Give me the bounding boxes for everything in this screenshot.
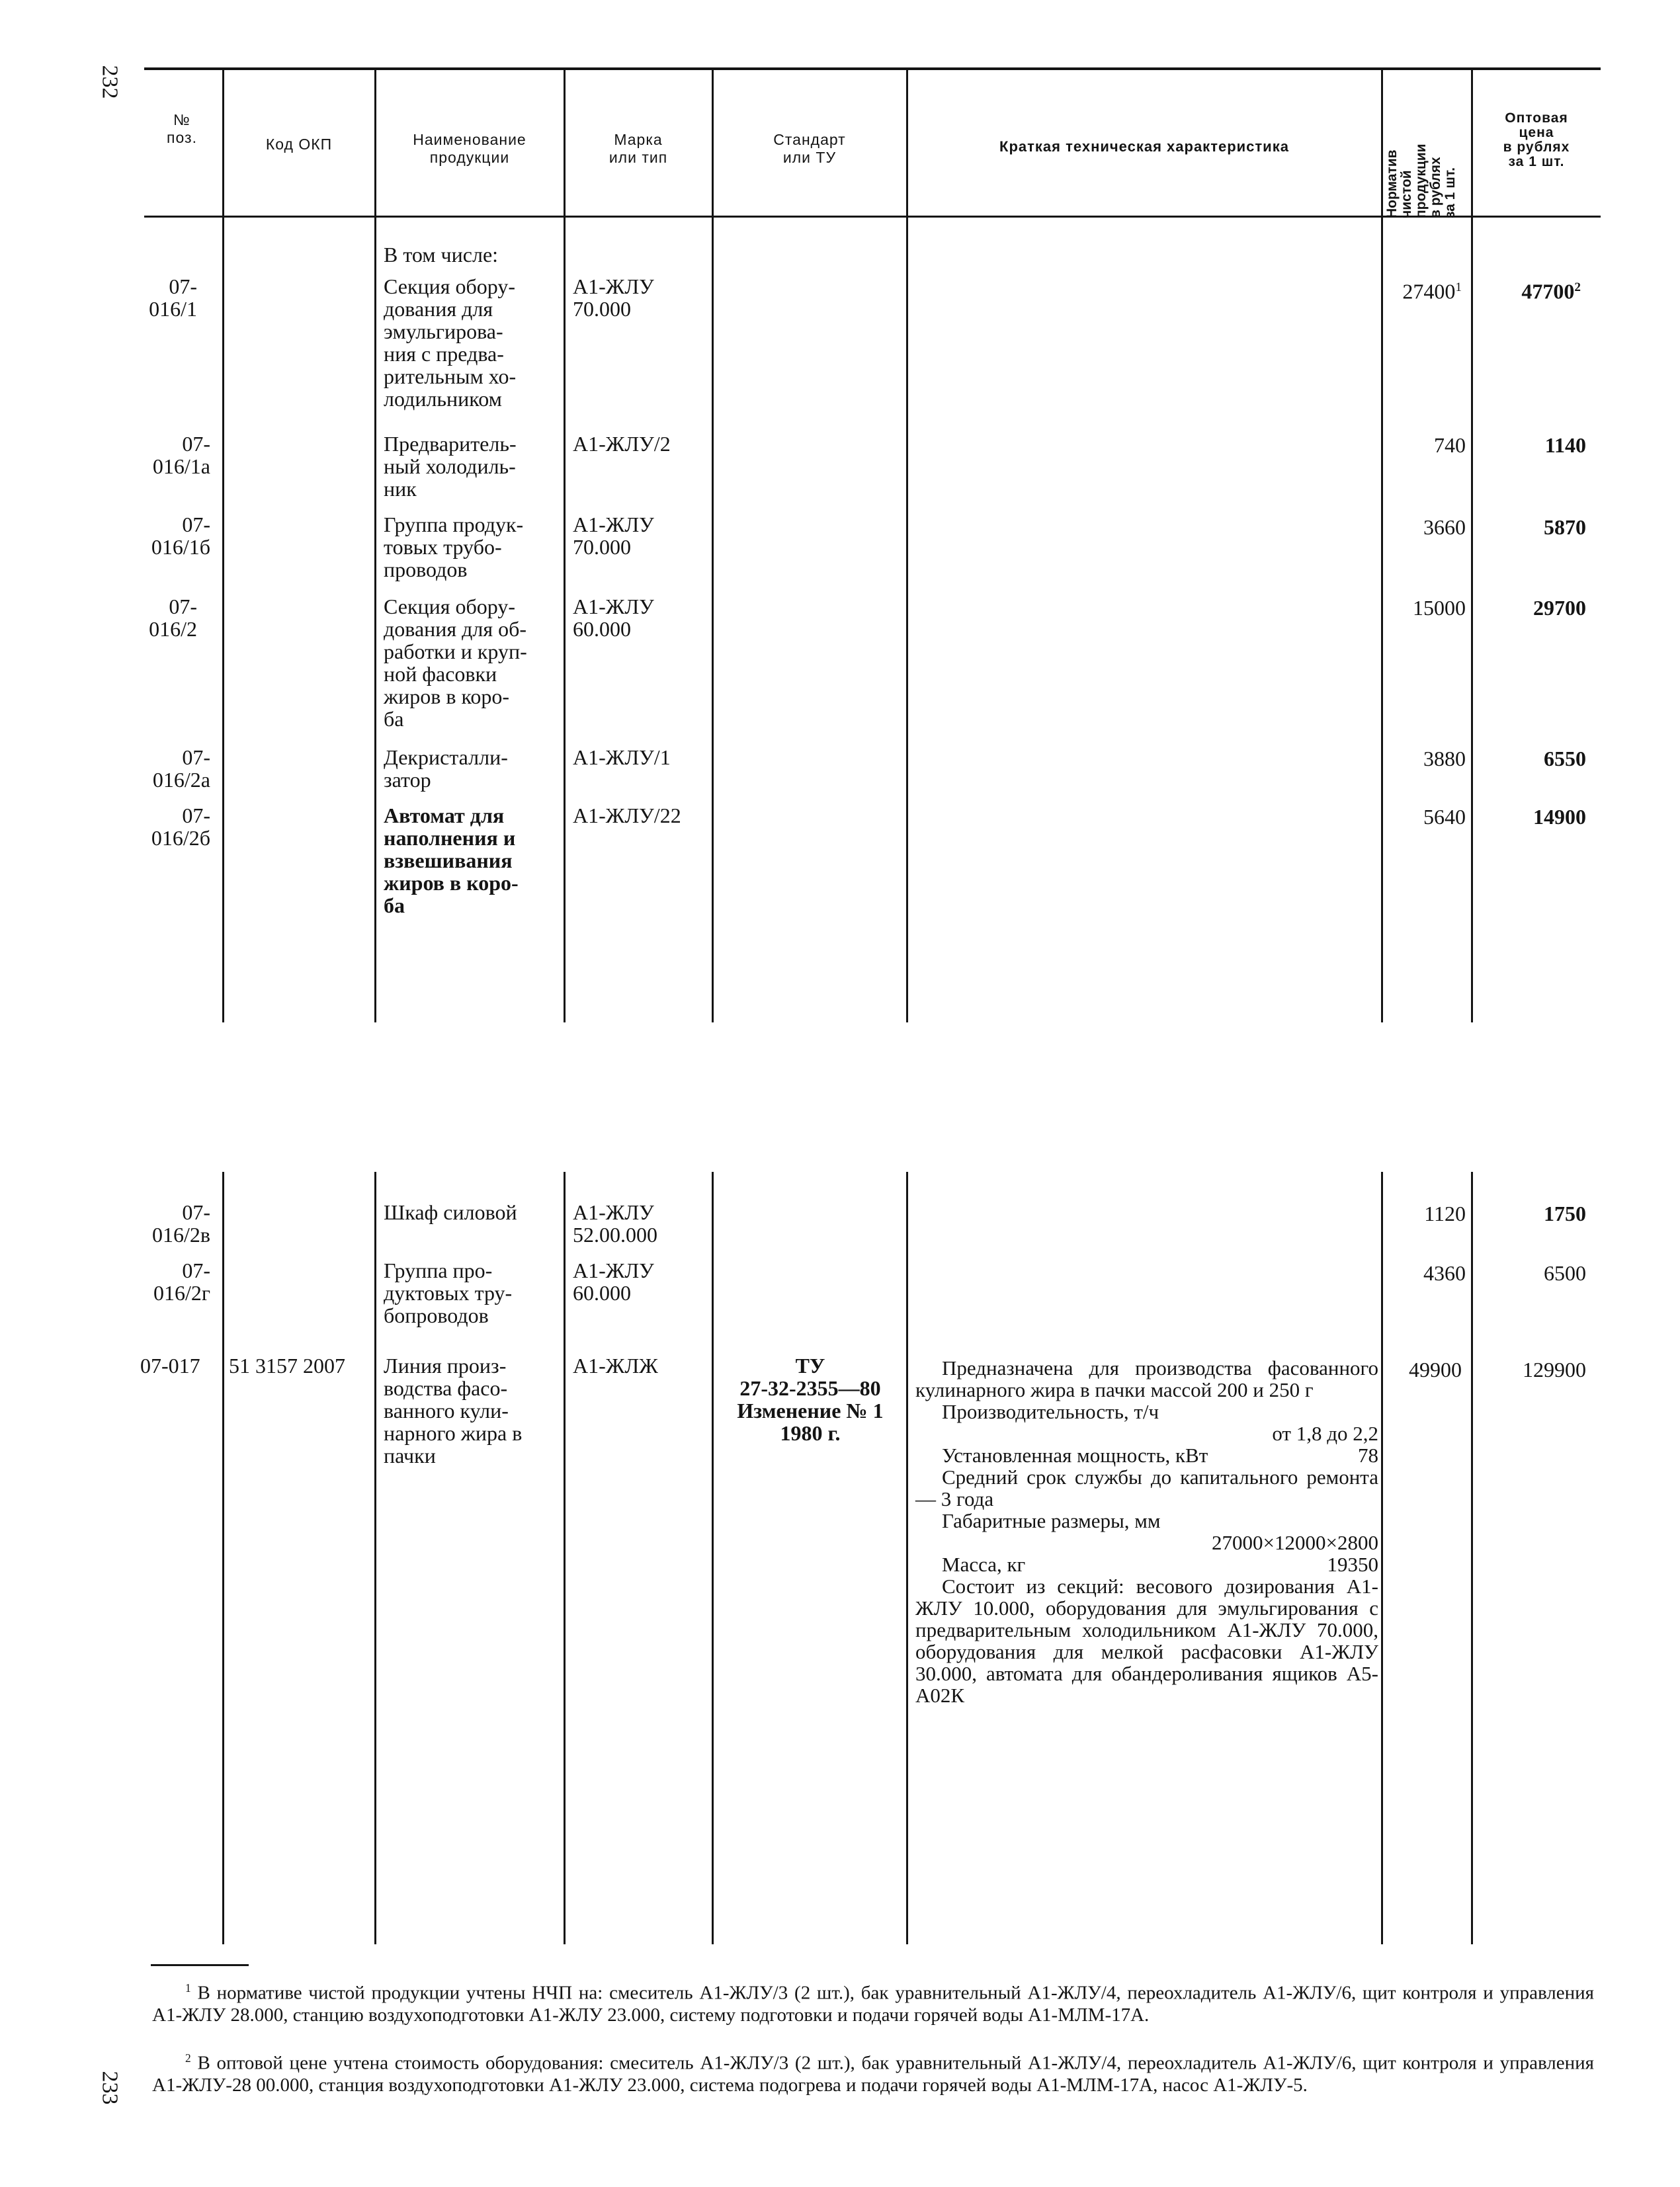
page-number-bottom: 233 [97, 2071, 122, 2105]
row-std: ТУ 27-32-2355—80 Изменение № 1 1980 г. [737, 1354, 884, 1445]
row-price: 14900 [1533, 805, 1586, 829]
row-mark: А1-ЖЛЖ [573, 1354, 658, 1378]
row-price: 5870 [1544, 515, 1586, 539]
row-norm: 15000 [1413, 596, 1466, 620]
header-std: Стандарт или ТУ [773, 131, 846, 166]
row-mark: А1-ЖЛУ/22 [573, 804, 681, 827]
row-norm: 4360 [1423, 1261, 1466, 1285]
row-norm: 3880 [1423, 747, 1466, 770]
row-pos: 07- 016/2 [149, 595, 197, 641]
row-okp: 51 3157 2007 [229, 1354, 345, 1378]
desc-productivity-value: от 1,8 до 2,2 [1272, 1422, 1378, 1445]
header-desc: Краткая техническая характеристика [999, 138, 1289, 155]
header-name: Наименование продукции [413, 131, 526, 166]
row-name: Линия произ- водства фасо- ванного кули- нарного жира в пачки [384, 1354, 523, 1467]
row-name: Группа продук- товых трубо- проводов [384, 513, 524, 581]
row-price: 29700 [1533, 596, 1586, 620]
row-pos: 07- 016/2в [152, 1200, 210, 1247]
row-price: 1140 [1544, 433, 1586, 457]
footnote-rule [151, 1964, 249, 1966]
row-norm: 1120 [1424, 1202, 1466, 1225]
row-price: 129900 [1523, 1358, 1586, 1382]
desc-mass: Масса, кг 19350 [942, 1553, 1378, 1576]
desc-service: Средний срок службы до капитального ремонта — 3 года [915, 1465, 1378, 1510]
row-norm: 27400$^1$ [1402, 279, 1462, 304]
header-mark: Марка или тип [609, 131, 668, 166]
row-pos: 07- 016/1а [152, 432, 210, 478]
row-mark: А1-ЖЛУ/1 [573, 745, 671, 769]
row-mark: А1-ЖЛУ 60.000 [573, 1259, 654, 1305]
row-price: 6500 [1544, 1261, 1586, 1285]
row-norm: 740 [1434, 433, 1466, 457]
footnote-1: $^1$ В нормативе чистой продукции учтены НЧП на: смеситель А1-ЖЛУ/3 (2 шт.), бак уравнительный А1-ЖЛУ/4, переохладитель А1-ЖЛУ/6, щит контроля и управления А1-ЖЛУ 28.000, станцию воздухоподготовки А1-ЖЛУ 23.000, систему подготовки и подачи горячей воды А1-МЛМ-17А. [152, 1981, 1594, 2026]
row-pos: 07-017 [140, 1354, 200, 1378]
row-pos: 07- 016/1б [151, 513, 210, 559]
row-norm: 5640 [1423, 805, 1466, 829]
row-norm: 49900 [1409, 1358, 1462, 1382]
row-price: 1750 [1544, 1202, 1586, 1225]
row-desc [915, 1357, 1378, 1706]
desc-dims-label: Габаритные размеры, мм [942, 1509, 1161, 1532]
row-norm: 3660 [1423, 515, 1466, 539]
row-name: Секция обору- дования для эмульгирова- ния с предва- рительным хо- лодильником [384, 274, 517, 411]
row-name: Группа про- дуктовых тру- бопроводов [384, 1259, 513, 1327]
row-name: Секция обору- дования для об- работки и круп- ной фасовки жиров в коро- ба [384, 595, 527, 731]
desc-composition: Состоит из секций: весового дозирования А1-ЖЛУ 10.000, оборудования для эмульгирования с предварительным холодильником А1-ЖЛУ 70.000, оборудования для мелкой расфасовки А1-ЖЛУ 30.000, автомата для обандероливания ящиков А5-А02К [915, 1575, 1378, 1707]
row-mark: А1-ЖЛУ 70.000 [573, 274, 654, 321]
row-mark: А1-ЖЛУ 70.000 [573, 513, 654, 559]
row-mark: А1-ЖЛУ 52.00.000 [573, 1200, 657, 1247]
row-mark: А1-ЖЛУ 60.000 [573, 595, 654, 641]
footnote-2: $^2$ В оптовой цене учтена стоимость оборудования: смеситель А1-ЖЛУ/3 (2 шт.), бак уравнительный А1-ЖЛУ/4, переохладитель А1-ЖЛУ/6, щит контроля и управления А1-ЖЛУ-28 00.000, станция воздухоподготовки А1-ЖЛУ 23.000, система подогрева и подачи горячей воды А1-МЛМ-17А, насос А1-ЖЛУ-5. [152, 2051, 1595, 2096]
row-mark: А1-ЖЛУ/2 [573, 432, 671, 456]
header-pos: № поз. [167, 111, 197, 146]
header-norm: Норматив чистой продукции в рублях за 1 шт. [1384, 144, 1458, 218]
header-okp: Код ОКП [265, 136, 333, 153]
row-price: 6550 [1544, 747, 1586, 770]
row-pos: 07- 016/1 [149, 274, 197, 321]
desc-purpose: Предназначена для производства фасованного кулинарного жира в пачки массой 200 и 250 г [915, 1356, 1378, 1401]
row-name: Предваритель- ный холодиль- ник [384, 432, 517, 501]
row-pos: 07- 016/2а [152, 745, 210, 792]
row-pos: 07- 016/2б [151, 804, 210, 850]
desc-dims-value: 27000×12000×2800 [1212, 1531, 1378, 1554]
row-name: Декристалли- затор [384, 745, 508, 792]
desc-power: Установленная мощность, кВт 78 [942, 1444, 1378, 1467]
desc-productivity-label: Производительность, т/ч [942, 1400, 1159, 1423]
header-price: Оптовая цена в рублях за 1 шт. [1503, 110, 1570, 169]
page-number-top: 232 [97, 65, 122, 99]
row-name: Автомат для наполнения и взвешивания жиров в коро- ба [384, 804, 519, 917]
row-name: Шкаф силовой [384, 1200, 517, 1224]
row-price: 47700$^2$ [1521, 279, 1581, 304]
intro-label: В том числе: [384, 243, 499, 267]
row-pos: 07- 016/2г [153, 1259, 210, 1305]
